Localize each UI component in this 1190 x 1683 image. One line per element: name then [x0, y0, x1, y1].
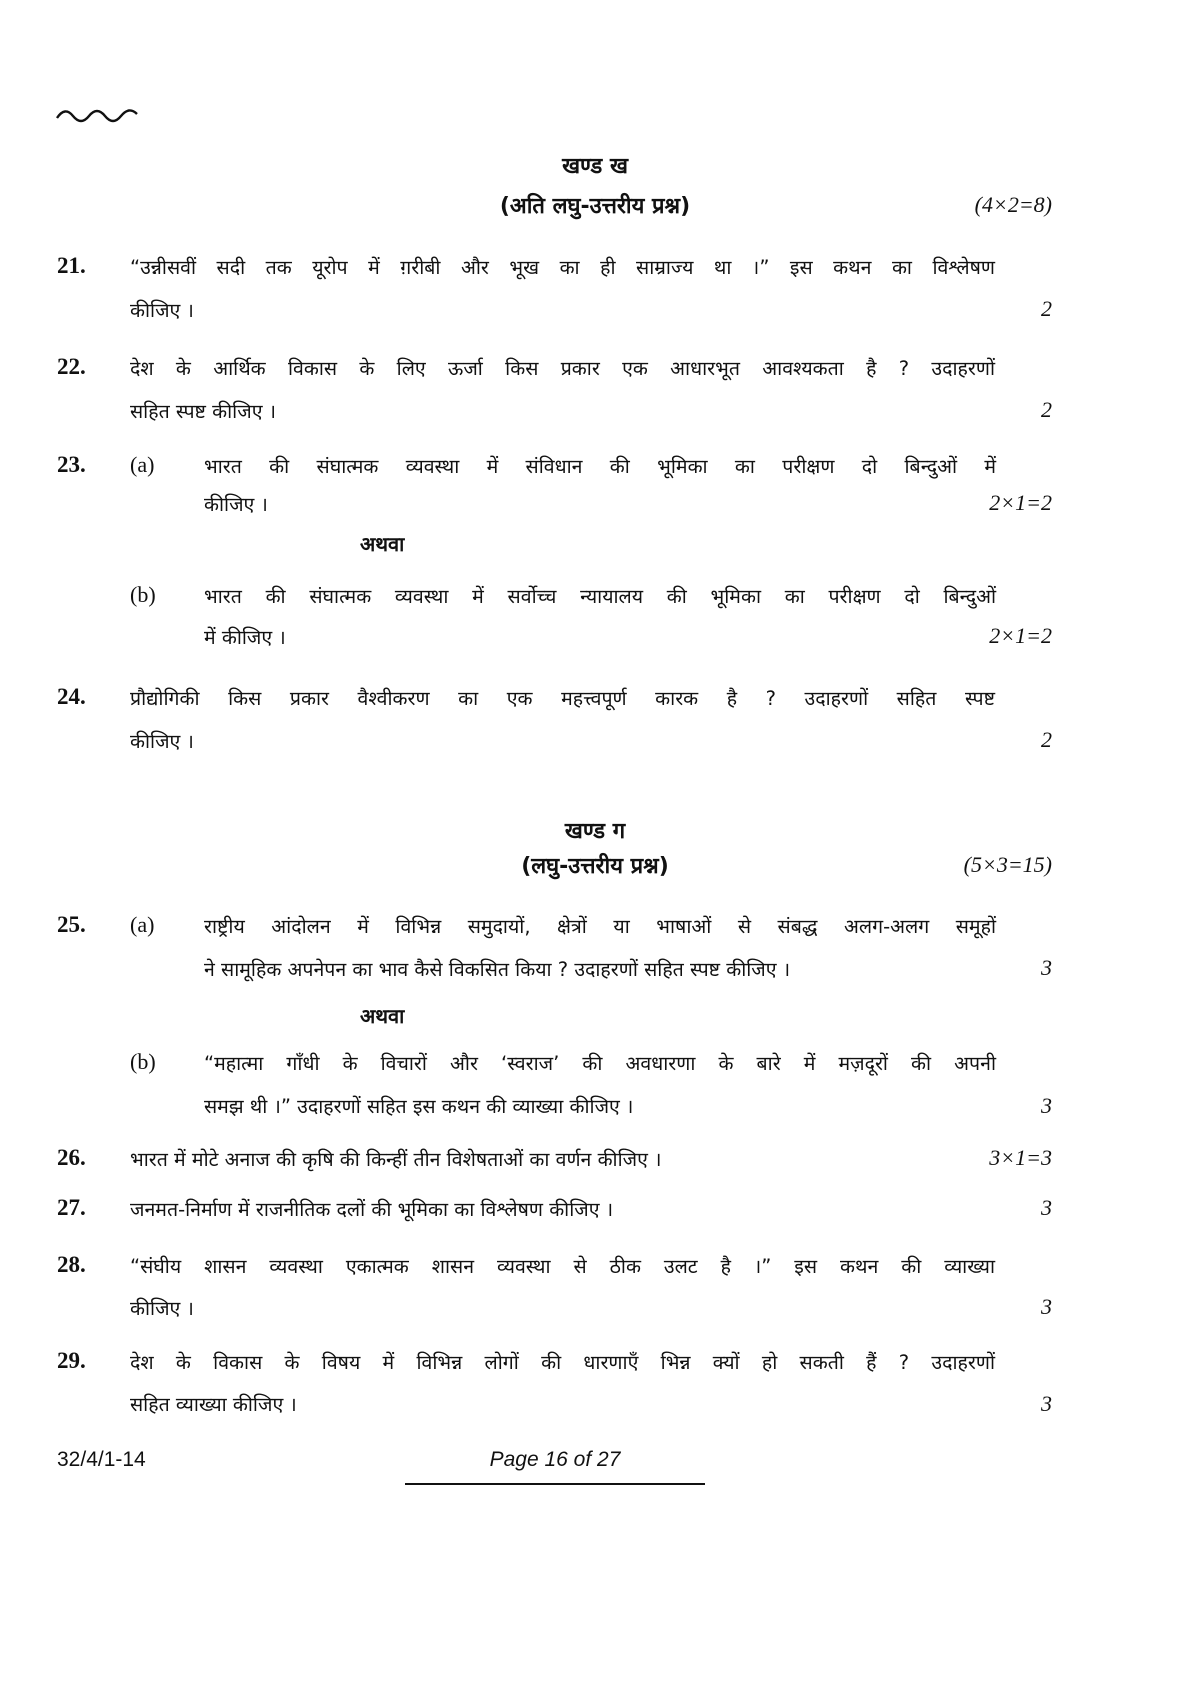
question-marks: 3 [1041, 1391, 1052, 1416]
paper-code: 32/4/1-14 [57, 1448, 146, 1471]
section-c-title: खण्ड ग [564, 819, 626, 844]
section-c-subtitle: (लघु-उत्तरीय प्रश्न) [521, 854, 669, 879]
question-text-line: कीजिए । [130, 730, 194, 753]
question-number: 26. [57, 1145, 86, 1170]
question-text-line: कीजिए । [130, 1297, 194, 1320]
option-label-a: (a) [130, 452, 155, 477]
question-marks: 2 [1041, 727, 1052, 752]
question-marks: 3 [1041, 1195, 1052, 1220]
question-number: 23. [57, 452, 86, 477]
or-divider: अथवा [360, 532, 405, 556]
question-marks: 3 [1041, 1294, 1052, 1319]
question-number: 25. [57, 912, 86, 937]
question-text-line: भारत की संघात्मक व्यवस्था में संविधान की भूमिका का परीक्षण दो बिन्दुओं में [204, 455, 996, 478]
question-text-line: कीजिए । [130, 299, 194, 322]
question-number: 21. [57, 253, 86, 278]
option-label-b: (b) [130, 1049, 156, 1074]
question-marks: 2 [1041, 397, 1052, 422]
question-number: 29. [57, 1348, 86, 1373]
question-text-line: “उन्नीसवीं सदी तक यूरोप में ग़रीबी और भूख का ही साम्राज्य था ।” इस कथन का विश्लेषण [130, 256, 995, 279]
section-b-title: खण्ड ख [562, 154, 628, 179]
question-text-line: समझ थी ।” उदाहरणों सहित इस कथन की व्याख्या कीजिए । [204, 1095, 634, 1118]
question-text-line: भारत की संघात्मक व्यवस्था में सर्वोच्च न्यायालय की भूमिका का परीक्षण दो बिन्दुओं [204, 585, 996, 608]
question-text-line: देश के विकास के विषय में विभिन्न लोगों की धारणाएँ भिन्न क्यों हो सकती हैं ? उदाहरणों [130, 1351, 995, 1374]
question-text-line: राष्ट्रीय आंदोलन में विभिन्न समुदायों, क्षेत्रों या भाषाओं से संबद्ध अलग-अलग समूहों [204, 915, 996, 938]
question-number: 28. [57, 1252, 86, 1277]
question-text-line: सहित स्पष्ट कीजिए । [130, 400, 277, 423]
footer-divider [405, 1483, 705, 1485]
question-marks: 2 [1041, 296, 1052, 321]
question-number: 27. [57, 1195, 86, 1220]
question-text-line: कीजिए । [204, 493, 268, 516]
question-number: 24. [57, 684, 86, 709]
page-number: Page 16 of 27 [489, 1448, 621, 1471]
question-marks: 2×1=2 [989, 490, 1052, 515]
question-text-line: “संघीय शासन व्यवस्था एकात्मक शासन व्यवस्था से ठीक उलट है ।” इस कथन की व्याख्या [130, 1255, 995, 1278]
question-number: 22. [57, 354, 86, 379]
question-text-line: भारत में मोटे अनाज की कृषि की किन्हीं तीन विशेषताओं का वर्णन कीजिए । [130, 1148, 662, 1171]
question-text-line: “महात्मा गाँधी के विचारों और ‘स्वराज’ की अवधारणा के बारे में मज़दूरों की अपनी [204, 1052, 996, 1075]
question-text-line: देश के आर्थिक विकास के लिए ऊर्जा किस प्रकार एक आधारभूत आवश्यकता है ? उदाहरणों [130, 357, 995, 380]
question-marks: 2×1=2 [989, 623, 1052, 648]
question-text-line: जनमत-निर्माण में राजनीतिक दलों की भूमिका का विश्लेषण कीजिए । [130, 1198, 614, 1221]
option-label-a: (a) [130, 912, 155, 937]
question-text-line: ने सामूहिक अपनेपन का भाव कैसे विकसित किया ? उदाहरणों सहित स्पष्ट कीजिए । [204, 958, 791, 981]
question-marks: 3 [1041, 955, 1052, 980]
question-marks: 3 [1041, 1093, 1052, 1118]
wave-squiggle-icon [55, 104, 145, 126]
question-text-line: सहित व्याख्या कीजिए । [130, 1393, 297, 1416]
or-divider: अथवा [360, 1004, 405, 1028]
option-label-b: (b) [130, 582, 156, 607]
question-marks: 3×1=3 [989, 1145, 1052, 1170]
section-c-marks: (5×3=15) [963, 852, 1052, 877]
question-text-line: प्रौद्योगिकी किस प्रकार वैश्वीकरण का एक महत्त्वपूर्ण कारक है ? उदाहरणों सहित स्पष्ट [130, 687, 995, 710]
section-b-subtitle: (अति लघु-उत्तरीय प्रश्न) [499, 194, 691, 219]
section-b-marks: (4×2=8) [974, 192, 1052, 217]
question-text-line: में कीजिए । [204, 626, 286, 649]
